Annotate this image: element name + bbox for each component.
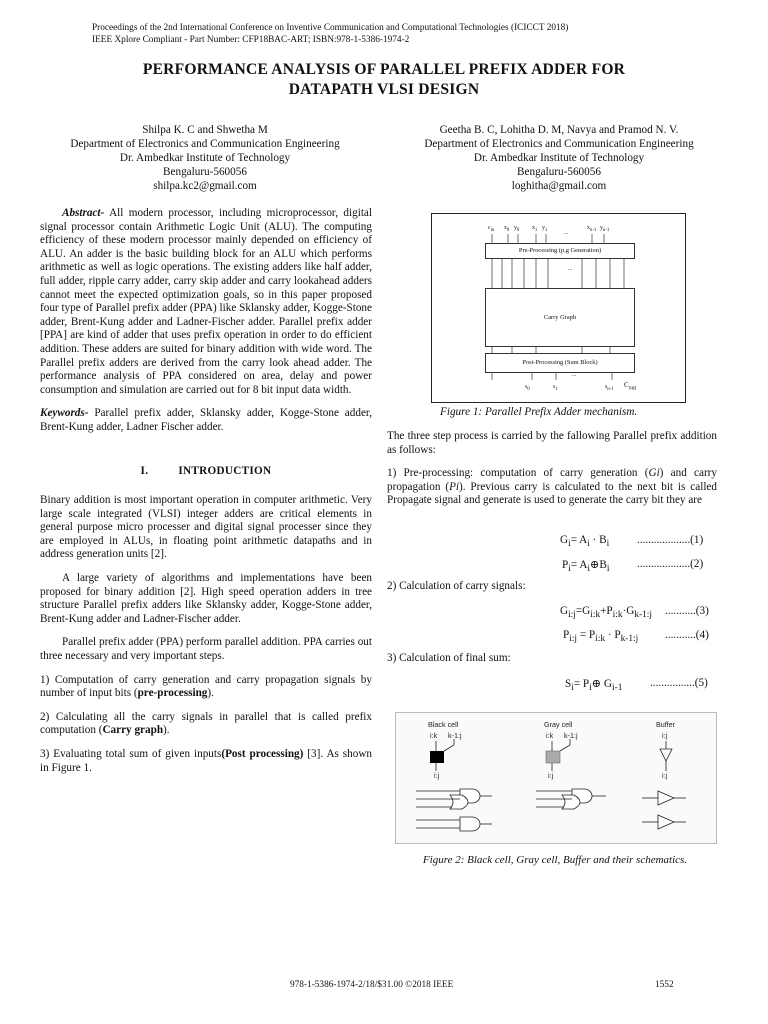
input-label: $y_0$ xyxy=(514,225,520,234)
step-3 xyxy=(40,748,372,775)
input-label: $y_1$ xyxy=(542,225,548,234)
output-label: $C_{out}$ xyxy=(624,381,637,392)
author-block-right xyxy=(387,123,731,193)
step-2-text: 2) Calculating all the carry signals in parallel that is called prefix computation ( xyxy=(40,710,372,737)
intro-paragraph-1: Binary addition is most important operation in computer arithmetic. Very large scale integrated (VLSI) integer adders are critical elements in general purpose micro processer and digital signal processer since they are employed in ALUs, in floating point arithmetic datapaths and in address generation units [2]. xyxy=(40,494,372,561)
right-paragraph-1: The three step process is carried by the fallowing Parallel prefix addition as follows: xyxy=(387,430,717,456)
section-title: INTRODUCTION xyxy=(178,464,272,477)
buffer-schematic xyxy=(642,791,686,829)
input-label: $x_1$ xyxy=(532,225,538,234)
dots: ... xyxy=(572,372,577,378)
step-2-end: ). xyxy=(163,724,170,737)
dots: ... xyxy=(568,266,573,272)
step-3-end: [3]. As shown in Figure 1. xyxy=(40,748,373,774)
author-names: Geetha B. C, Lohitha D. M, Navya and Pramod N. V. xyxy=(439,124,679,136)
figure-1-ppa-mechanism xyxy=(431,213,686,403)
k1j-label: k-1:j xyxy=(564,731,578,740)
author-city: Bengaluru-560056 xyxy=(163,166,247,178)
pre-processing-block: Pre-Processing (p,g Generation) xyxy=(485,243,635,259)
step-1-bold: pre-processing xyxy=(137,687,208,700)
page-number: 1552 xyxy=(655,980,674,990)
section-number: I. xyxy=(140,464,149,477)
title-line-2: DATAPATH VLSI DESIGN xyxy=(288,81,480,98)
conference-header xyxy=(92,22,712,46)
right-paragraph-2: 1) Pre-processing: computation of carry generation (Gi) and carry propagation (Pi). Previous carry is calculated to the next bit is called Propagate signal and generate is used to generate the carry bit they are xyxy=(387,467,717,507)
equation-2: $P_i=$ $A_i\oplus B_i$ xyxy=(562,559,610,575)
equation-3-number: ...........(3) xyxy=(665,605,709,617)
author-dept: Department of Electronics and Communication Engineering xyxy=(424,138,694,150)
ij-label: i:j xyxy=(434,771,440,780)
right-column xyxy=(387,430,717,518)
gray-cell-label: Gray cell xyxy=(544,720,573,729)
black-cell-schematic xyxy=(416,789,492,831)
footer-copyright: 978-1-5386-1974-2/18/$31.00 ©2018 IEEE xyxy=(290,980,454,990)
figure-2-cells xyxy=(395,712,717,844)
equation-4-number: ...........(4) xyxy=(665,629,709,641)
author-city: Bengaluru-560056 xyxy=(517,166,601,178)
figure-2-schematics xyxy=(396,713,716,843)
calc-carry-label: 2) Calculation of carry signals: xyxy=(387,580,526,592)
author-names: Shilpa K. C and Shwetha M xyxy=(142,124,268,136)
equation-4: $P_{i:j} = P_{i:k} \cdot P_{k-1:j}$ xyxy=(563,629,639,645)
ij-label: i:j xyxy=(548,771,554,780)
header-line-1: Proceedings of the 2nd International Conference on Inventive Communication and Computational Technologies (ICICCT 2018) xyxy=(92,23,569,33)
author-institution: Dr. Ambedkar Institute of Technology xyxy=(473,152,645,164)
abstract-text: All modern processor, including microprocessor, digital signal processor contain Arithmetic Logic Unit (ALU). The computing efficiency of these modern processor mainly depended on efficiency of ALU. An adder is the basic building block for an ALU which performs arithmetic as well as logic operations. The existing adders like half adder, full adder, ripple carry adder, carry skip adder and carry lookahead adders cannot meet the expected optimization goals, so in this paper proposed four type of Parallel prefix adder (PPA) like Sklansky adder, Kogge-Stone adder, Brent-Kung adder and Ladner-Fischer adder. Parallel prefix adder [PPA] are kind of adder that uses prefix operation in order to do efficient addition. These adders are suited for binary addition with wide word. The Parallel prefix adders are derived from the carry look ahead adder. The performance analysis of PPA considered on area, delay and power consumption and simulation are carried out for 8 bit input data width. xyxy=(40,207,372,396)
intro-paragraph-2: A large variety of algorithms and implementations have been proposed for binary addition [2]. High speed operation adders in tree structure Parallel prefix adders like Sklansky adder, Kogge-Stone adder, Brent-Kung adder and Ladner-Fischer adder. xyxy=(40,572,372,625)
equation-5-number: ................(5) xyxy=(650,677,708,689)
input-label: $y_{n-1}$ xyxy=(600,225,610,234)
output-label: $s_1$ xyxy=(553,384,558,393)
step-3-bold: (Post processing) xyxy=(221,748,304,760)
author-email[interactable]: loghitha@gmail.com xyxy=(511,180,607,192)
gray-cell-icon xyxy=(546,751,560,763)
figure-2-caption: Figure 2: Black cell, Gray cell, Buffer and their schematics. xyxy=(422,854,688,866)
equation-5: $S_i=$ $P_i\oplus$ $G_{i-1}$ xyxy=(565,678,623,694)
k1j-label: k-1:j xyxy=(448,731,462,740)
input-label: $c_{in}$ xyxy=(488,225,495,234)
step-2-bold: Carry graph xyxy=(102,724,164,737)
header-line-2: IEEE Xplore Compliant - Part Number: CFP18BAC-ART; ISBN:978-1-5386-1974-2 xyxy=(92,35,410,45)
buffer-icon xyxy=(660,749,672,761)
step-1-end: ). xyxy=(207,687,214,700)
equation-1: $G_i= A_i \cdot B_i$ xyxy=(560,534,610,550)
step-3-text: 3) Evaluating total sum of given inputs xyxy=(40,748,222,760)
section-heading-introduction xyxy=(40,465,372,479)
equation-3: $G_{i:j}=G_{i:k}+P_{i:k}\cdot G_{k-1:j}$ xyxy=(560,605,652,621)
input-label: $x_0$ xyxy=(504,225,510,234)
buffer-label: Buffer xyxy=(656,720,676,729)
black-cell-label: Black cell xyxy=(428,720,459,729)
output-label: $s_{n-1}$ xyxy=(605,384,614,393)
ij-label: i:j xyxy=(662,731,668,740)
dots: ... xyxy=(564,230,569,236)
gray-cell-schematic xyxy=(536,789,606,809)
equation-2-number: ...................(2) xyxy=(637,558,704,570)
author-institution: Dr. Ambedkar Institute of Technology xyxy=(119,152,291,164)
ik-label: i:k xyxy=(546,731,554,740)
step-1-text: 1) Computation of carry generation and carry propagation signals by number of input bits ( xyxy=(40,673,372,700)
keywords xyxy=(40,407,372,434)
ik-label: i:k xyxy=(430,731,438,740)
title-line-1: PERFORMANCE ANALYSIS OF PARALLEL PREFIX ADDER FOR xyxy=(142,61,626,78)
step-2 xyxy=(40,711,372,738)
left-column xyxy=(40,207,372,785)
input-label: $x_{n-1}$ xyxy=(587,225,597,234)
keywords-label: Keywords- xyxy=(40,407,89,420)
post-processing-block: Post-Processing (Sum Block) xyxy=(485,353,635,373)
output-label: $s_0$ xyxy=(525,384,530,393)
equation-1-number: ...................(1) xyxy=(637,534,704,546)
abstract-label: Abstract- xyxy=(62,207,105,219)
paper-title xyxy=(40,60,728,100)
author-block-left xyxy=(40,123,370,193)
calc-sum-label: 3) Calculation of final sum: xyxy=(387,652,511,664)
keywords-text: Parallel prefix adder, Sklansky adder, Kogge-Stone adder, Brent-Kung adder, Ladner Fischer adder. xyxy=(40,407,372,433)
carry-graph-block: Carry Graph xyxy=(485,288,635,347)
figure-1-caption: Figure 1: Parallel Prefix Adder mechanism. xyxy=(440,406,638,418)
author-email[interactable]: shilpa.kc2@gmail.com xyxy=(153,180,257,192)
step-1 xyxy=(40,674,372,701)
abstract xyxy=(40,207,372,397)
author-dept: Department of Electronics and Communication Engineering xyxy=(70,138,340,150)
intro-paragraph-3: Parallel prefix adder (PPA) perform parallel addition. PPA carries out three necessary and very important steps. xyxy=(40,636,372,663)
ij-label: i:j xyxy=(662,771,668,780)
black-cell-icon xyxy=(430,751,444,763)
